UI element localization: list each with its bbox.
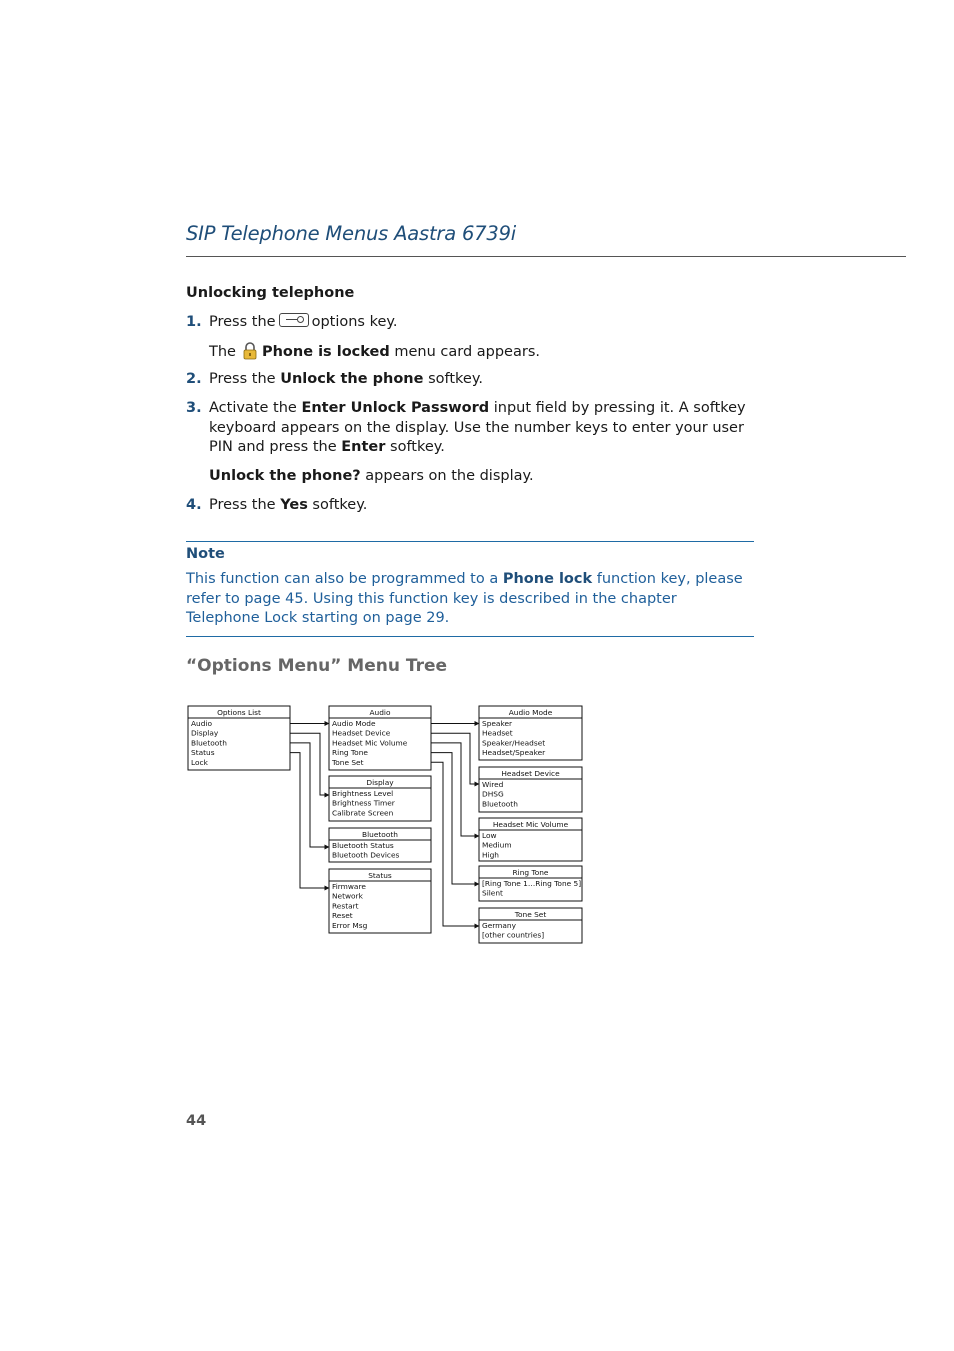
menu-item: Brightness Timer <box>332 798 395 808</box>
connector-headset-device <box>431 733 479 784</box>
connector-headset-mic-volume <box>431 743 479 836</box>
menu-box-headset-mic-volume <box>479 818 582 861</box>
menu-item: Headset Device <box>332 728 391 738</box>
menu-item: Low <box>482 831 497 840</box>
menu-item: Brightness Level <box>332 789 394 798</box>
menu-box-title: Audio <box>369 708 391 717</box>
menu-box-tone-set <box>479 908 582 943</box>
step-text-pre: Press the <box>209 314 276 330</box>
note-text-pre: This function can also be programmed to a <box>186 571 503 587</box>
note-text-post: function key, please refer to page 45. Using this function key is described in the chapter Telephone Lock starting on page 29. <box>186 571 743 626</box>
menu-box-title: Headset Device <box>501 769 560 778</box>
menu-box-audio <box>329 706 431 770</box>
step-number: 1. <box>186 314 202 330</box>
menu-box-title: Options List <box>217 708 261 717</box>
menu-box-title: Display <box>366 778 394 787</box>
menu-item: Restart <box>332 901 359 911</box>
step-text-bold: Yes <box>280 497 308 513</box>
connector-ring-tone <box>431 753 479 884</box>
menu-item: Speaker <box>482 719 513 728</box>
menu-item: Network <box>332 891 363 901</box>
menu-box-status <box>329 869 431 933</box>
menu-box-audio-mode <box>479 706 582 760</box>
menu-item: Tone Set <box>332 757 364 767</box>
menu-item: Headset/Speaker <box>482 748 546 758</box>
menu-tree-heading: “Options Menu” Menu Tree <box>186 656 448 676</box>
menu-item: Reset <box>332 911 353 921</box>
menu-box-title: Audio Mode <box>508 708 553 717</box>
menu-item: Headset <box>482 728 513 738</box>
menu-item: Bluetooth <box>191 738 227 748</box>
menu-box-title: Status <box>368 871 392 880</box>
section-heading: Unlocking telephone <box>186 285 355 301</box>
menu-item: Speaker/Headset <box>482 738 546 748</box>
menu-item: [other countries] <box>482 930 545 940</box>
menu-box-bluetooth <box>329 828 431 862</box>
menu-item: DHSG <box>482 789 504 799</box>
menu-item: Audio Mode <box>332 719 376 728</box>
step-number: 4. <box>186 497 202 513</box>
menu-item: High <box>482 850 499 860</box>
menu-item: Wired <box>482 780 504 789</box>
step-number: 3. <box>186 400 202 416</box>
menu-box-ring-tone <box>479 866 582 901</box>
result-text-pre: The <box>209 344 236 360</box>
menu-box-title: Headset Mic Volume <box>492 820 569 829</box>
result-text-bold: Unlock the phone? <box>209 468 361 484</box>
menu-item: Bluetooth Devices <box>332 850 400 860</box>
menu-item: Lock <box>191 757 208 767</box>
menu-item: Bluetooth Status <box>332 841 394 850</box>
result-text-post: appears on the display. <box>360 468 534 484</box>
step-number: 2. <box>186 371 202 387</box>
step-text-post: softkey. <box>385 439 445 455</box>
menu-item: Display <box>191 728 219 738</box>
menu-item: Firmware <box>332 882 366 891</box>
menu-item: Silent <box>482 888 503 898</box>
step-text-pre: Activate the <box>209 400 302 416</box>
menu-item: [Ring Tone 1…Ring Tone 5] <box>482 879 582 888</box>
step-text-bold-2: Enter <box>341 439 386 455</box>
menu-box-options-list <box>188 706 290 770</box>
menu-item: Ring Tone <box>332 748 368 758</box>
connector-tone-set <box>431 762 479 926</box>
menu-tree-boxes <box>188 706 582 943</box>
menu-item: Germany <box>482 921 516 930</box>
menu-item: Headset Mic Volume <box>332 738 408 748</box>
page-header-title: SIP Telephone Menus Aastra 6739i <box>186 222 517 245</box>
page-number: 44 <box>186 1113 207 1129</box>
step-text-bold: Enter Unlock Password <box>301 400 490 416</box>
menu-item: Calibrate Screen <box>332 808 394 818</box>
step-text-pre: Press the <box>209 497 281 513</box>
menu-item: Medium <box>482 840 512 850</box>
step-text-pre: Press the <box>209 371 281 387</box>
step-text-post: softkey. <box>423 371 483 387</box>
step-text-bold: Unlock the phone <box>280 371 424 387</box>
result-text-post: menu card appears. <box>389 344 540 360</box>
step-text-mid: input field by pressing it. A softkey keyboard appears on the display. Use the number keys to enter your user PIN and press the <box>209 400 746 455</box>
menu-box-display <box>329 776 431 821</box>
menu-item: Audio <box>191 719 213 728</box>
menu-box-title: Bluetooth <box>362 830 398 839</box>
menu-item: Bluetooth <box>482 799 518 809</box>
result-text-bold: Phone is locked <box>261 344 390 360</box>
note-text-bold: Phone lock <box>502 571 593 587</box>
step-text-post: options key. <box>311 314 398 330</box>
menu-box-title: Ring Tone <box>512 868 549 877</box>
menu-box-title: Tone Set <box>514 910 547 919</box>
step-text-post: softkey. <box>307 497 368 513</box>
note-heading: Note <box>186 546 225 562</box>
menu-item: Error Msg <box>332 920 368 930</box>
menu-item: Status <box>191 748 215 758</box>
menu-box-headset-device <box>479 767 582 812</box>
